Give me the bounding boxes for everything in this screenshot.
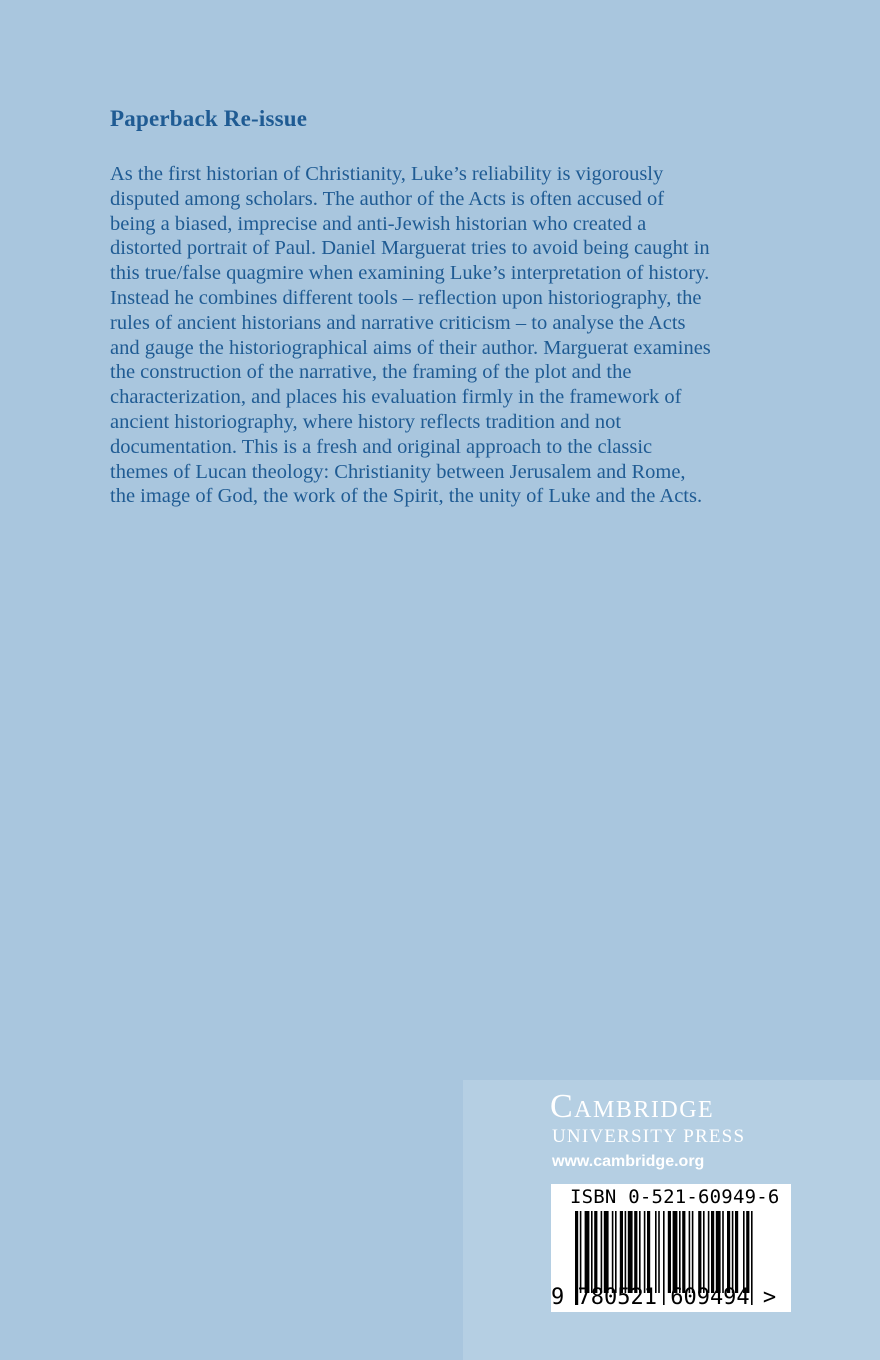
publisher-logo-subtitle: UNIVERSITY PRESS <box>552 1126 746 1147</box>
barcode-bar <box>634 1211 637 1293</box>
barcode-bar <box>703 1211 705 1293</box>
barcode-bar <box>746 1211 749 1293</box>
blurb-line: disputed among scholars. The author of the Acts is often accused of <box>110 187 665 210</box>
barcode-bar <box>682 1211 685 1293</box>
publisher-logo-name: Cambridge <box>550 1088 715 1125</box>
isbn-number: ISBN 0-521-60949-6 <box>570 1186 780 1208</box>
barcode-bar <box>647 1211 650 1293</box>
barcode-bar <box>716 1211 721 1293</box>
blurb-line: distorted portrait of Paul. Daniel Marguerat tries to avoid being caught in <box>110 237 710 260</box>
barcode-bar <box>601 1211 603 1293</box>
barcode-bar <box>604 1211 609 1293</box>
blurb-line: themes of Lucan theology: Christianity between Jerusalem and Rome, <box>110 460 686 483</box>
publisher-url: www.cambridge.org <box>552 1153 705 1170</box>
blurb-line: this true/false quagmire when examining Luke’s interpretation of history. <box>110 262 710 285</box>
barcode-bar <box>692 1211 694 1293</box>
barcode-bar <box>620 1211 623 1293</box>
blurb-line: documentation. This is a fresh and original approach to the classic <box>110 435 653 458</box>
barcode-bar <box>585 1211 590 1293</box>
barcode-bar <box>594 1211 597 1293</box>
blurb-line: rules of ancient historians and narrative criticism – to analyse the Acts <box>110 311 686 334</box>
blurb-paragraph <box>110 162 778 509</box>
barcode-bar <box>628 1211 633 1293</box>
barcode-bar <box>679 1211 681 1293</box>
blurb-line: and gauge the historiographical aims of their author. Marguerat examines <box>110 336 711 359</box>
barcode-bar <box>612 1211 614 1293</box>
barcode-bar <box>655 1211 657 1293</box>
barcode-bar <box>591 1211 593 1293</box>
barcode-bar <box>743 1211 745 1293</box>
barcode-bar <box>732 1211 734 1293</box>
blurb-line: the image of God, the work of the Spirit, the unity of Luke and the Acts. <box>110 485 703 508</box>
barcode-bar <box>727 1211 730 1293</box>
barcode-bar <box>708 1211 710 1293</box>
blurb-line: ancient historiography, where history reflects tradition and not <box>110 410 622 433</box>
barcode-bar <box>658 1211 660 1293</box>
barcode-bar <box>689 1211 691 1293</box>
barcode-digits: 9 780521 609494 > <box>551 1285 777 1310</box>
blurb-line: As the first historian of Christianity, Luke’s reliability is vigorously <box>110 163 664 185</box>
blurb-line: Instead he combines different tools – reflection upon historiography, the <box>110 286 702 309</box>
barcode-bar <box>580 1211 582 1293</box>
barcode-bar <box>711 1211 714 1293</box>
barcode-bar <box>673 1211 678 1293</box>
blurb-line: characterization, and places his evaluation firmly in the framework of <box>110 386 682 409</box>
reissue-heading: Paperback Re-issue <box>110 106 308 131</box>
blurb-line: the construction of the narrative, the framing of the plot and the <box>110 361 632 384</box>
barcode-bar <box>698 1211 701 1293</box>
blurb-line: being a biased, imprecise and anti-Jewish historian who created a <box>110 212 647 235</box>
barcode-bar <box>639 1211 641 1293</box>
barcode-bar <box>668 1211 671 1293</box>
barcode-bar <box>722 1211 724 1293</box>
barcode-bar <box>615 1211 617 1293</box>
barcode-bar <box>644 1211 646 1293</box>
barcode-bar <box>735 1211 738 1293</box>
barcode-bar <box>625 1211 627 1293</box>
